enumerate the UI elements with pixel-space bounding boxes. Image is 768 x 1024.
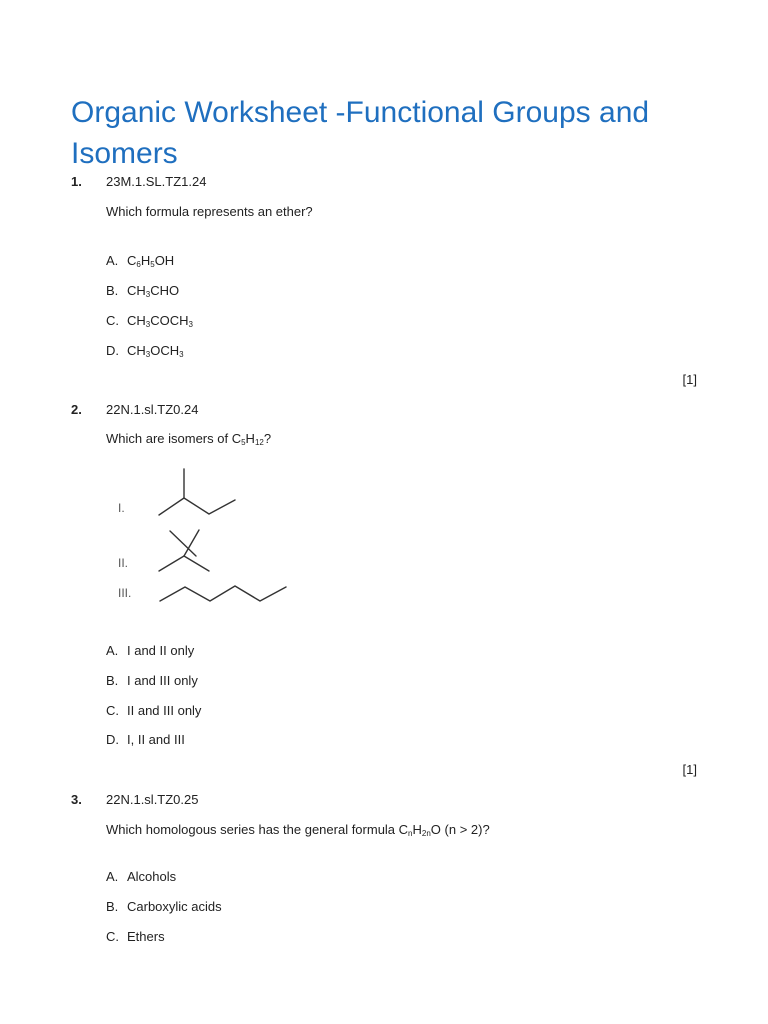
question-2-text: Which are isomers of $C_5H_{12}$? (106, 431, 272, 447)
question-2-option-d (106, 732, 185, 747)
question-3-code: 22N.1.sl.TZ0.25 (106, 792, 199, 807)
question-1-mark: [1] (682, 372, 697, 387)
option-text: II and III only (127, 703, 202, 718)
skeletal-structures (150, 460, 300, 610)
question-1-option-d: D. $CH_3OCH_3$ (106, 343, 184, 359)
option-text: Carboxylic acids (127, 899, 222, 914)
structure-label-ii: II. (118, 556, 129, 570)
option-text: I and II only (127, 643, 195, 658)
option-letter: A. (106, 869, 119, 884)
structure-label-iii: III. (118, 586, 132, 600)
question-3-text: Which homologous series has the general formula $C_nH_{2n}O$ (n > 2)? (106, 822, 490, 838)
question-2-number: 2. (71, 402, 82, 417)
structure-i-skeleton (159, 498, 235, 515)
question-1-option-c: C. $CH_3COCH_3$ (106, 313, 193, 329)
question-2-option-a (106, 643, 194, 658)
option-letter: C. (106, 929, 119, 944)
question-2-code: 22N.1.sl.TZ0.24 (106, 402, 199, 417)
option-letter: B. (106, 899, 119, 914)
option-letter: C. (106, 313, 119, 328)
question-2-option-b (106, 673, 198, 688)
option-letter: B. (106, 283, 119, 298)
structure-label-i: I. (118, 501, 125, 515)
question-3-option-c (106, 929, 165, 944)
option-letter: D. (106, 732, 119, 747)
question-1-option-b: B. $CH_3CHO$ (106, 283, 180, 299)
option-text: Alcohols (127, 869, 177, 884)
option-letter: D. (106, 343, 119, 358)
page-title: Organic Worksheet -Functional Groups and Isomers (71, 96, 650, 171)
structure-ii-bond-1 (170, 531, 196, 556)
option-text: Ethers (127, 929, 165, 944)
option-letter: A. (106, 643, 119, 658)
option-text: I, II and III (127, 732, 185, 747)
question-3-option-a (106, 869, 176, 884)
question-1-code: 23M.1.SL.TZ1.24 (106, 174, 207, 189)
option-letter: A. (106, 253, 119, 268)
question-2-option-c (106, 703, 201, 718)
question-1-text: Which formula represents an ether? (106, 204, 313, 219)
question-3-option-b (106, 899, 222, 914)
question-1-option-a: A. $C_6H_5OH$ (106, 253, 175, 269)
question-2-mark: [1] (682, 762, 697, 777)
question-1-number: 1. (71, 174, 82, 189)
question-3-number: 3. (71, 792, 82, 807)
structure-ii-bond-4 (184, 556, 209, 571)
option-letter: C. (106, 703, 119, 718)
structure-ii-bond-3 (159, 556, 184, 571)
structure-iii-skeleton (160, 586, 286, 601)
option-text: I and III only (127, 673, 198, 688)
option-letter: B. (106, 673, 119, 688)
